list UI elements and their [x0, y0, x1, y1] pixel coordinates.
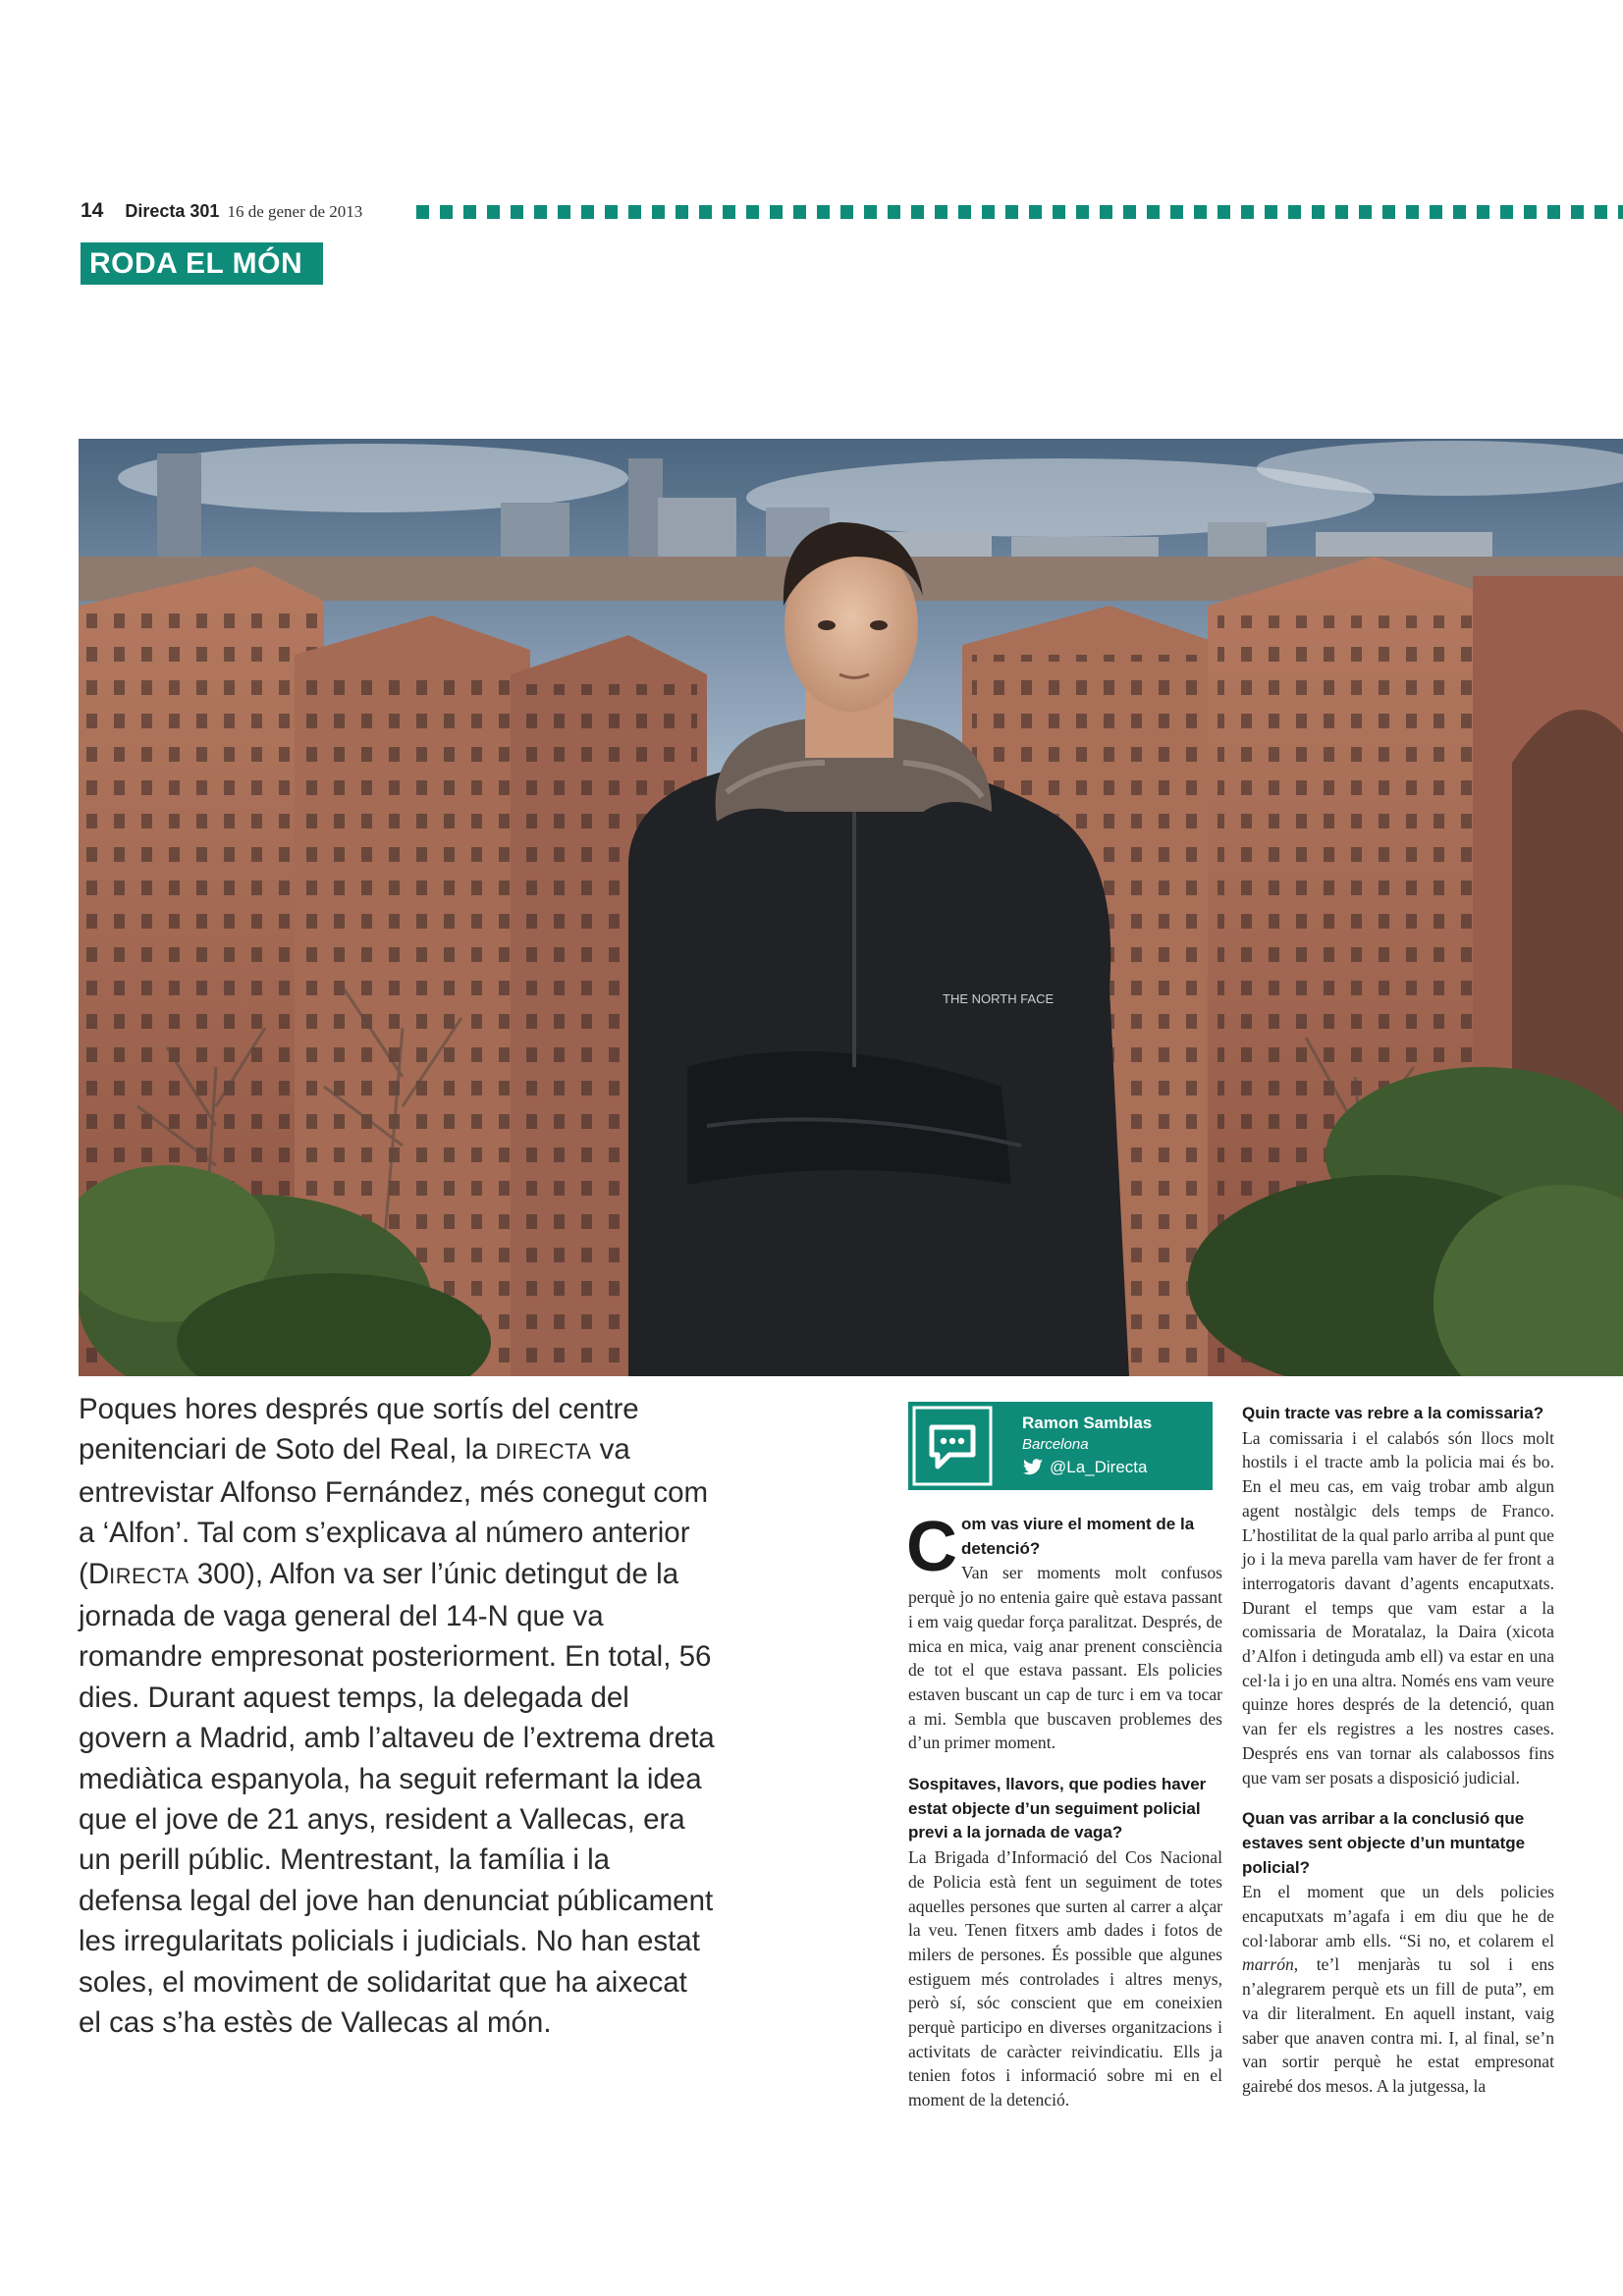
question-2: Sospitaves, llavors, que podies haver estat objecte d’un seguiment policial previ a la jornada de vaga?	[908, 1775, 1207, 1842]
jacket-logo: THE NORTH FACE	[943, 991, 1055, 1006]
dotted-rule	[416, 205, 1623, 219]
author-box	[908, 1402, 1213, 1490]
page-header	[81, 199, 362, 229]
question-3: Quin tracte vas rebre a la comissaria?	[1242, 1404, 1544, 1422]
twitter-bird-icon	[1022, 1459, 1044, 1476]
portrait-photo	[79, 439, 1623, 1376]
section-label: RODA EL MÓN	[81, 242, 323, 285]
twitter-handle[interactable]	[1022, 1458, 1147, 1477]
page-number: 14	[81, 199, 104, 222]
issue-date: 16 de gener de 2013	[227, 202, 363, 221]
lead-text-2: va entrevistar Alfonso Fernández, més conegut com a ‘Alfon’. Tal com s’explicava al número anterior (	[79, 1433, 709, 1590]
lead-text-3: 300), Alfon va ser l’únic detingut de la jornada de vaga general del 14-N que va romandre empresonat posteriorment. En total, 56 dies. Durant aquest temps, la delegada del govern a Madrid, amb l’altaveu de l’extrema dreta mediàtica espanyola, ha seguit refermant la idea que el jove de 21 anys, resident a Vallecas, era un perill públic. Mentrestant, la família i la defensa legal del jove han denunciat públicament les irregularitats policials i judicials. No han estat soles, el moviment de solidaritat que ha aixecat el cas s’ha estès de Vallecas al món.	[79, 1557, 715, 2040]
lead-paragraph	[79, 1389, 717, 2044]
question-1-text: om vas viure el moment de la detenció?	[961, 1515, 1195, 1558]
answer-1: Van ser moments molt confusos perquè jo no entenia gaire què estava passant i em vaig quedar força paralitzat. Després, de mica en mica, vaig anar prenent consciència de tot el que estava passant. Els policies estaven buscant un cap de turc i em va tocar a mi. Sembla que buscaven problemes des d’un primer moment.	[908, 1563, 1222, 1753]
answer-4-italic: marrón	[1242, 1954, 1294, 1975]
answer-2: La Brigada d’Informació del Cos Nacional de Policia està fent un seguiment de totes aquelles persones que surten al carrer a alçar la veu. Tenen fitxers amb dades i fotos de milers de persones. És possible que algunes estiguem més controlades i altres menys, però sí, sóc conscient que em coneixien perquè participo en diverses organitzacions i activitats de caràcter reivindicatiu. Ells ja tenien fotos i informació sobre mi en el moment de la detenció.	[908, 1847, 1222, 2110]
publication-mention: DIRECTA	[495, 1439, 592, 1465]
lead-text-1: Poques hores després que sortís del centre penitenciari de Soto del Real, la	[79, 1393, 639, 1467]
publication-mention-rest: IRECTA	[109, 1563, 189, 1588]
speech-bubble-icon	[912, 1406, 993, 1486]
publication-mention-initial: D	[87, 1557, 110, 1590]
answer-3: La comissaria i el calabós són llocs molt hostils i el tracte amb la policia mai és bo. En el meu cas, em vaig trobar amb algun agent nostàlgic dels temps de Franco. L’hostilitat de la qual parlo arriba al punt que jo i la meva parella vam haver de fer front a interrogatoris davant d’agents encaputxats. Durant el temps que vam estar a la comissaria de Moratalaz, la Daira (xicota d’Alfon i detinguda amb ell) va estar en una cel·la i jo en una altra. Només ens vam veure quinze hores després de la detenció, quan van fer els registres a les nostres cases. Després ens van tornar als calabossos fins que vam ser posats a disposició judicial.	[1242, 1427, 1554, 1788]
interview-column-1	[906, 1508, 1222, 2112]
question-4: Quan vas arribar a la conclusió que estaves sent objecte d’un muntatge policial?	[1242, 1809, 1526, 1877]
author-location: Barcelona	[1022, 1436, 1089, 1453]
answer-4	[1242, 1880, 1554, 2098]
drop-cap: C	[906, 1508, 957, 1586]
answer-4-text-2: , te’l menjaràs tu sol i ens n’alegrarem perquè ets un fill de puta”, em va dir literalment. En aquell instant, vaig saber que anaven contra mi. I, al final, se’n van sortir perquè he estat empresonat gairebé dos mesos. A la jutgessa, la	[1242, 1954, 1554, 2096]
interview-column-2	[1242, 1402, 1554, 2099]
twitter-handle-text: @La_Directa	[1050, 1458, 1148, 1476]
answer-4-text-1: En el moment que un dels policies encaputxats m’agafa i em diu que he de col·laborar amb ells. “Si no, et colarem el	[1242, 1882, 1554, 1950]
publication-name: Directa 301	[125, 201, 220, 221]
author-name: Ramon Samblas	[1022, 1414, 1153, 1432]
question-1	[906, 1508, 1222, 1586]
